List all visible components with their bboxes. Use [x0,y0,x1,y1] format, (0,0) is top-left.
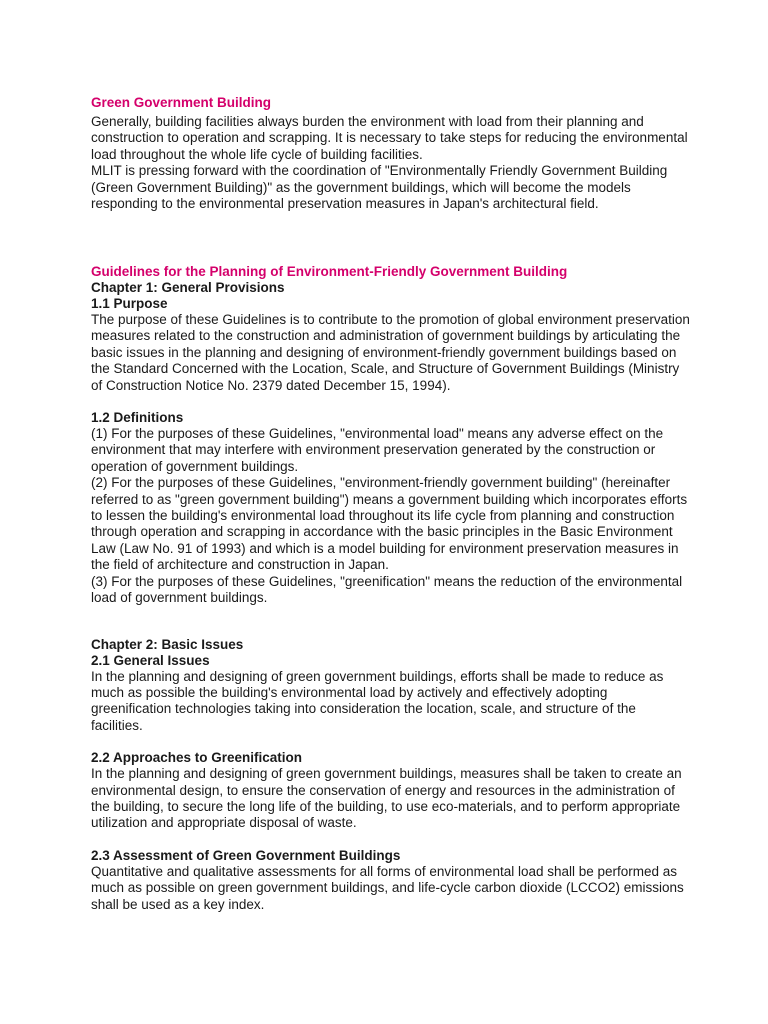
section-2-3-text: Quantitative and qualitative assessments for all forms of environmental load shall be performed as much as possible on green government buildings, and life-cycle carbon dioxide (LCCO2) emissions shall be used as a key index. [91,863,684,912]
guidelines-section [91,264,691,913]
section-2-2-heading: 2.2 Approaches to Greenification [91,750,303,766]
intro-paragraph-2: MLIT is pressing forward with the coordination of "Environmentally Friendly Government Building (Green Government Building)" as the government buildings, which will become the models responding to the environmental preservation measures in Japan's architectural field. [91,163,668,212]
guidelines-title: Guidelines for the Planning of Environment-Friendly Government Building [91,264,568,279]
definition-1: (1) For the purposes of these Guidelines, "environmental load" means any adverse effect on the environment that may interfere with environment preservation generated by the construction or operation of government buildings. [91,426,664,474]
definition-3: (3) For the purposes of these Guidelines, "greenification" means the reduction of the environmental load of government buildings. [91,573,683,606]
chapter1-title: Chapter 1: General Provisions [91,280,285,295]
section-2-1-text: In the planning and designing of green government buildings, efforts shall be made to reduce as much as possible the building's environmental load by actively and effectively adopting greenification technologies taking into consideration the location, scale, and structure of the facilities. [91,668,664,733]
section-2-2-text: In the planning and designing of green government buildings, measures shall be taken to create an environmental design, to ensure the conservation of energy and resources in the administration of the building, to secure the long life of the building, to use eco-materials, and to perform appropriate utilization and appropriate disposal of waste. [91,766,682,831]
definition-2: (2) For the purposes of these Guidelines, "environment-friendly government building" (hereinafter referred to as "green government building") means a government building which incorporates efforts to lessen the building's environmental load throughout its life cycle from planning and construction through operation and scrapping in accordance with the basic principles in the Basic Environment Law (Law No. 91 of 1993) and which is a model building for environment preservation measures in the field of architecture and construction in Japan. [91,475,688,573]
section-2-1-heading: 2.1 General Issues [91,652,210,668]
intro-title: Green Government Building [91,95,272,110]
section-1-1-heading: 1.1 Purpose [91,296,168,311]
section-2-3-heading: 2.3 Assessment of Green Government Buildings [91,847,401,863]
chapter2-title: Chapter 2: Basic Issues [91,636,244,652]
section-1-2-heading: 1.2 Definitions [91,410,184,426]
intro-section [91,95,691,212]
intro-paragraph-1: Generally, building facilities always burden the environment with load from their planning and construction to operation and scrapping. It is necessary to take steps for reducing the environmental load throughout the whole life cycle of building facilities. [91,114,688,162]
section-1-1-text: The purpose of these Guidelines is to contribute to the promotion of global environment preservation measures related to the construction and administration of government buildings by articulating the basic issues in the planning and designing of environment-friendly government buildings based on the Standard Concerned with the Location, Scale, and Structure of Government Buildings (Ministry of Construction Notice No. 2379 dated December 15, 1994). [91,312,690,393]
